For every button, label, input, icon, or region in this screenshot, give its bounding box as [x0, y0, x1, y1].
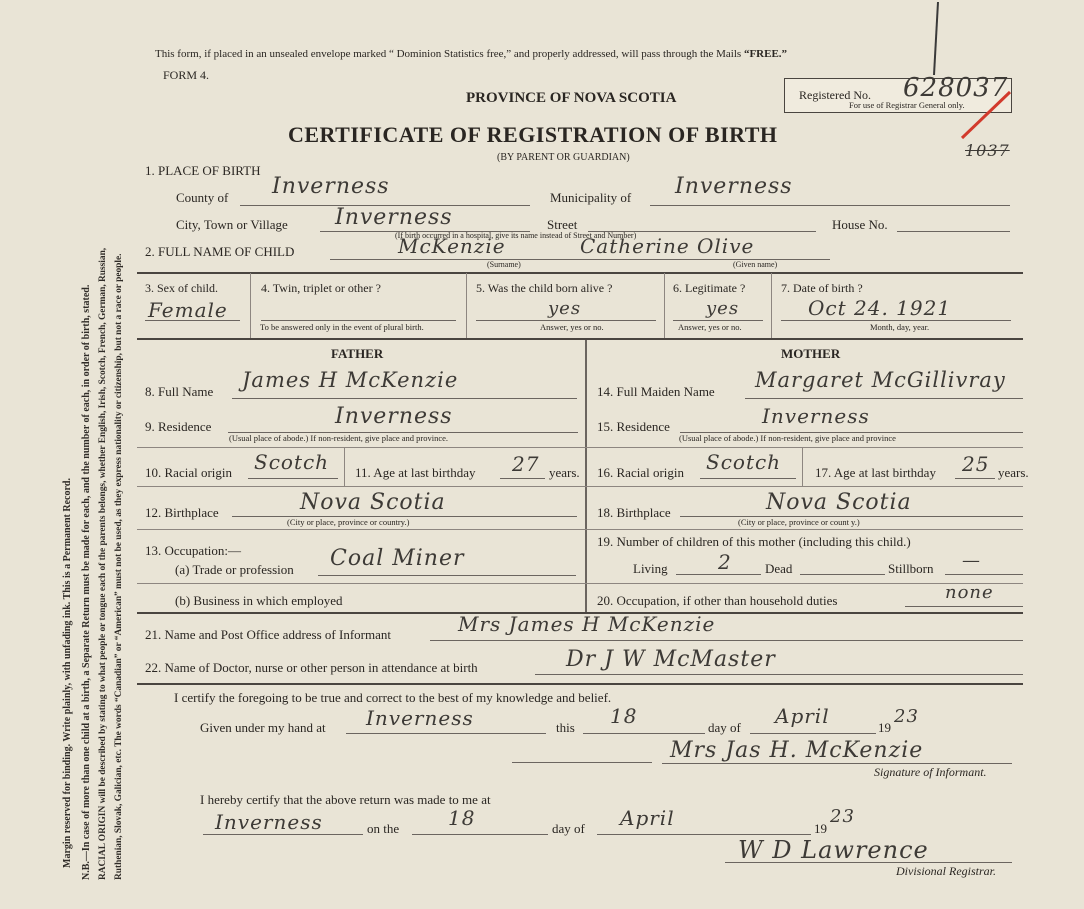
county-label: County of	[176, 190, 229, 205]
alive-value: yes	[548, 298, 582, 319]
father-occupation-label: 13. Occupation:—	[145, 543, 242, 558]
children-count-label: 19. Number of children of this mother (including this child.)	[597, 534, 911, 549]
margin-note-binding: Margin reserved for binding. Write plainly, with unfading ink. This is a Permanent Record.	[62, 478, 73, 868]
margin-note-nb: N.B.—In case of more than one child at a birth, a Separate Return must be made for each, and the number of each, in order of birth, stated.	[81, 284, 92, 880]
dead-label: Dead	[765, 561, 793, 576]
father-age-label: 11. Age at last birthday	[355, 465, 476, 480]
mother-birthplace-note: (City or place, province or count y.)	[738, 517, 860, 527]
father-racial: Scotch	[254, 450, 330, 474]
informant-label: 21. Name and Post Office address of Informant	[145, 627, 391, 642]
registrar-on-the-label: on the	[367, 821, 400, 836]
father-trade-label: (a) Trade or profession	[175, 562, 294, 577]
given-under-label: Given under my hand at	[200, 720, 326, 735]
stillborn-label: Stillborn	[888, 561, 934, 576]
registrar-day-of-label: day of	[552, 821, 585, 836]
doctor-value: Dr J W McMaster	[566, 647, 776, 672]
notice-text: This form, if placed in an unsealed envelope marked “ Dominion Statistics free,” and properly addressed, will pass through the Mails	[155, 48, 742, 60]
legitimate-value: yes	[706, 298, 740, 319]
doctor-label: 22. Name of Doctor, nurse or other person in attendance at birth	[145, 660, 478, 675]
alive-note: Answer, yes or no.	[540, 322, 604, 332]
mother-racial-label: 16. Racial origin	[597, 465, 685, 480]
notice-free: “FREE.”	[743, 48, 788, 60]
registered-sublabel: For use of Registrar General only.	[849, 100, 965, 110]
city-value: Inverness	[335, 205, 453, 230]
red-check-mark	[952, 80, 1022, 150]
province-heading: PROVINCE OF NOVA SCOTIA	[466, 90, 677, 106]
registered-number: 628037	[903, 73, 1009, 103]
father-trade: Coal Miner	[330, 546, 465, 571]
certify-year-prefix: 19	[878, 720, 891, 735]
registrar-day: 18	[448, 806, 476, 830]
father-name: James H McKenzie	[242, 368, 459, 392]
certify-day: 18	[610, 704, 638, 728]
mother-years-label: years.	[998, 465, 1029, 480]
sex-label: 3. Sex of child.	[145, 281, 218, 295]
certify-text: I certify the foregoing to be true and correct to the best of my knowledge and belief.	[174, 690, 612, 705]
mother-racial: Scotch	[706, 450, 782, 474]
living-value: 2	[718, 550, 732, 574]
pen-stroke	[934, 2, 938, 75]
mother-birthplace: Nova Scotia	[766, 490, 912, 515]
mother-birthplace-label: 18. Birthplace	[597, 505, 671, 520]
father-birthplace-note: (City or place, province or country.)	[287, 517, 410, 527]
registrar-year-prefix: 19	[814, 821, 827, 836]
county-value: Inverness	[272, 174, 390, 199]
legitimate-note: Answer, yes or no.	[678, 322, 742, 332]
mother-heading: MOTHER	[781, 346, 841, 361]
father-years-label: years.	[549, 465, 580, 480]
red-stroke	[962, 92, 1010, 138]
registrar-signature: W D Lawrence	[738, 836, 929, 864]
certify-this-label: this	[556, 720, 575, 735]
mother-occupation-label: 20. Occupation, if other than household duties	[597, 593, 838, 608]
margin-note-racial-2: Ruthenian, Slovak, Galician, etc. The words “Canadian” or “American” must not be used, as they express nationality or citizenship, but not a race or people.	[114, 253, 124, 880]
father-birthplace: Nova Scotia	[300, 490, 446, 515]
certify-month: April	[775, 704, 830, 728]
page-subtitle: (BY PARENT OR GUARDIAN)	[497, 152, 630, 163]
twin-label: 4. Twin, triplet or other ?	[261, 281, 381, 295]
father-birthplace-label: 12. Birthplace	[145, 505, 219, 520]
street-label: Street	[547, 217, 578, 232]
house-no-label: House No.	[832, 217, 888, 232]
municipality-label: Municipality of	[550, 190, 632, 205]
place-of-birth-heading: 1. PLACE OF BIRTH	[145, 163, 261, 178]
certificate-page: Margin reserved for binding. Write plainly, with unfading ink. This is a Permanent Record. N.B.—In case of more than one child at a birth, a Separate Return must be made for each, and the number of each, in order of birth, stated. RACIAL ORIGIN will be described by stating to what people or tongue each of the parents belongs, whether English, Irish, Scotch, French, German, Russian, Ruthenian, Slovak, Galician, etc. The words “Canadian” or “American” must not be used, as they express nationality or citizenship, but not a race or people. This form, if placed in an unsealed envelope marked “ Dominion Statistics free,” and properly addressed, will pass through the Mails “FREE.” FORM 4. PROVINCE OF NOVA SCOTIA CERTIFICATE OF REGISTRATION OF BIRTH (BY PARENT OR GUARDIAN) Registered No. 628037 For use of Registrar General only. 1037 1. PLACE OF BIRTH County of Inverness Municipality of Inverness City, Town or Village Inverness Street House No. (If birth occurred in a hospital, give its name instead of Street and Number) 2. FULL NAME OF CHILD McKenzie Catherine Olive (Surname) (Given name) 3. Sex of child. Female 4. Twin, triplet or other ? To be answered only in the event of plural birth. 5. Was the child born alive ? yes Answer, yes or no. 6. Legitimate ? yes Answer, yes or no. 7. Date of birth ? Oct 24. 1921 Month, day, year. FATHER MOTHER 8. Full Name James H McKenzie 14. Full Maiden Name Margaret McGillivray 9. Residence Inverness (Usual place of abode.) If non-resident, give place and province. 15. Residence Inverness (Usual place of abode.) If non-resident, give place and province 10. Racial origin Scotch 11. Age at last birthday 27 years. 16. Racial origin Scotch 17. Age at last birthday 25 years. 12. Birthplace Nova Scotia (City or place, province or country.) 18. Birthplace Nova Scotia (City or place, province or count y.) 13. Occupation:— (a) Trade or profession Coal Miner 19. Number of children of this mother (including this child.) Living 2 Dead Stillborn — (b) Business in which employed 20. Occupation, if other than household duties none 21. Name and Post Office address of Informant Mrs James H McKenzie 22. Name of Doctor, nurse or other person in attendance at birth Dr J W McMaster I certify the foregoing to be true and correct to the best of my knowledge and belief. Given under my hand at Inverness this 18 day of April 19 23 Mrs Jas H. McKenzie Signature of Informant. I hereby certify that the above return was made to me at Inverness on the 18 day of April 19 23 W D Lawrence Divisional Registrar.	[0, 0, 1084, 909]
certify-day-of-label: day of	[708, 720, 741, 735]
father-age: 27	[512, 452, 540, 476]
living-label: Living	[633, 561, 668, 576]
registrar-signature-label: Divisional Registrar.	[896, 864, 997, 878]
mother-name: Margaret McGillivray	[755, 368, 1006, 392]
registrar-month: April	[620, 806, 675, 830]
mother-occupation: none	[945, 582, 994, 603]
sex-value: Female	[148, 298, 228, 322]
mother-residence-label: 15. Residence	[597, 419, 670, 434]
informant-signature-label: Signature of Informant.	[874, 765, 987, 779]
informant-signature: Mrs Jas H. McKenzie	[670, 738, 924, 763]
mother-name-label: 14. Full Maiden Name	[597, 384, 715, 399]
father-residence-note: (Usual place of abode.) If non-resident, give place and province.	[229, 433, 449, 443]
twin-note: To be answered only in the event of plural birth.	[260, 322, 424, 332]
informant-value: Mrs James H McKenzie	[458, 612, 716, 636]
certify-year: 23	[894, 706, 919, 727]
surname-note: (Surname)	[487, 260, 521, 269]
father-business-label: (b) Business in which employed	[175, 593, 343, 608]
certify-place: Inverness	[366, 706, 474, 730]
margin-note-racial: RACIAL ORIGIN will be described by stating to what people or tongue each of the parents belongs, whether English, Irish, Scotch, French, German, Russian,	[98, 247, 108, 880]
mother-residence-note: (Usual place of abode.) If non-resident, give place and province	[679, 433, 896, 443]
father-residence: Inverness	[335, 404, 453, 429]
child-name-label: 2. FULL NAME OF CHILD	[145, 244, 295, 259]
pen-stroke-mark	[926, 0, 946, 80]
registrar-place: Inverness	[215, 810, 323, 834]
municipality-value: Inverness	[675, 174, 793, 199]
dob-value: Oct 24. 1921	[808, 296, 952, 320]
father-heading: FATHER	[331, 346, 384, 361]
dob-note: Month, day, year.	[870, 322, 930, 332]
street-note: (If birth occurred in a hospital, give its name instead of Street and Number)	[395, 231, 637, 240]
registered-label: Registered No.	[799, 88, 871, 102]
form-number: FORM 4.	[163, 68, 210, 82]
mother-residence: Inverness	[762, 404, 870, 428]
mother-age: 25	[962, 452, 990, 476]
child-surname: McKenzie	[398, 234, 506, 258]
struck-number: 1037	[965, 141, 1010, 160]
city-label: City, Town or Village	[176, 217, 288, 232]
given-name-note: (Given name)	[733, 260, 778, 269]
alive-label: 5. Was the child born alive ?	[476, 281, 613, 295]
registrar-year: 23	[830, 806, 855, 827]
father-racial-label: 10. Racial origin	[145, 465, 233, 480]
legitimate-label: 6. Legitimate ?	[673, 281, 746, 295]
father-residence-label: 9. Residence	[145, 419, 212, 434]
child-given-name: Catherine Olive	[580, 234, 755, 258]
father-name-label: 8. Full Name	[145, 384, 214, 399]
page-title: CERTIFICATE OF REGISTRATION OF BIRTH	[288, 122, 778, 147]
dob-label: 7. Date of birth ?	[781, 281, 863, 295]
registrar-text: I hereby certify that the above return was made to me at	[200, 792, 491, 807]
mother-age-label: 17. Age at last birthday	[815, 465, 936, 480]
